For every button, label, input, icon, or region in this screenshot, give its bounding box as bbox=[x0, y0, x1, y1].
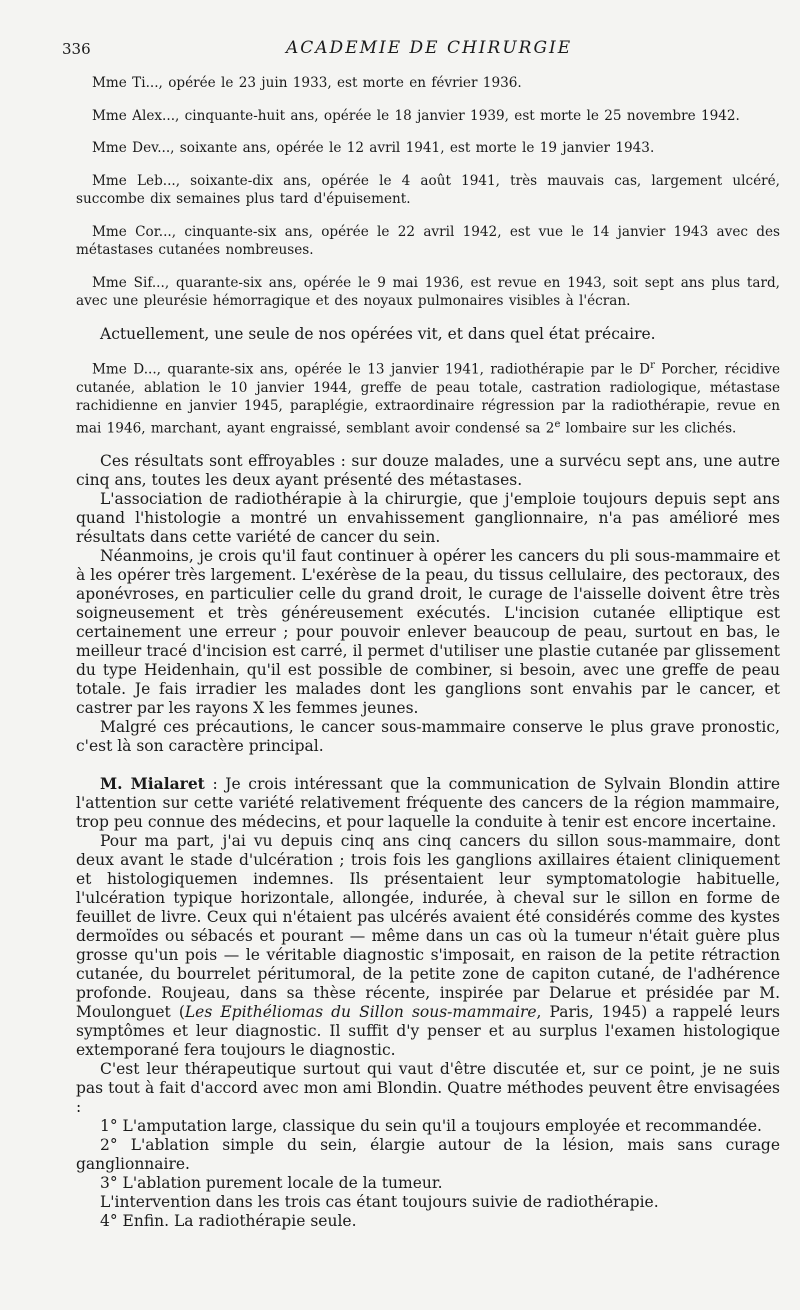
page-header bbox=[62, 38, 762, 60]
mialaret-paragraph: C'est leur thérapeutique surtout qui vaut d'être discutée et, sur ce point, je ne suis pas tout à fait d'accord avec mon ami Blondin. Quatre méthodes peuvent être envisagées : bbox=[76, 1059, 780, 1116]
case-entry: Mme Sif..., quarante-six ans, opérée le 9 mai 1936, est revue en 1943, soit sept ans plus tard, avec une pleurésie hémorragique et des noyaux pulmonaires visibles à l'écran. bbox=[76, 274, 780, 309]
survivor-case: Mme D..., quarante-six ans, opérée le 13 janvier 1941, radiothérapie par le $D^r$ Porcher, récidive cutanée, ablation le 10 janvier 1944, greffe de peau totale, castration radiologique, métastase rachidienne en janvier 1945, paraplégie, extraordinaire régression par la radiothérapie, revue en mai 1946, marchant, ayant engraissé, semblant avoir condensé sa 2e lombaire sur les clichés. bbox=[76, 359, 780, 437]
mialaret-opening: M. Mialaret : Je crois intéressant que la communication de Sylvain Blondin attire l'attention sur cette variété relativement fréquente des cancers de la région mammaire, trop peu connue des médecins, et pour laquelle la conduite à tenir est encore incertaine. bbox=[76, 773, 780, 831]
page-number: 336 bbox=[62, 40, 91, 58]
honorific: Mme bbox=[92, 172, 127, 189]
body-paragraph: Malgré ces précautions, le cancer sous-mammaire conserve le plus grave pronostic, c'est là son caractère principal. bbox=[76, 717, 780, 755]
page-body bbox=[76, 74, 780, 1231]
case-entry: Mme Alex..., cinquante-huit ans, opérée le 18 janvier 1939, est morte le 25 novembre 1942. bbox=[92, 107, 740, 124]
running-title: ACADEMIE DE CHIRURGIE bbox=[286, 38, 573, 58]
honorific: Mme bbox=[92, 223, 127, 240]
case-entry: Mme Dev..., soixante ans, opérée le 12 avril 1941, est morte le 19 janvier 1943. bbox=[92, 140, 655, 156]
method-note: L'intervention dans les trois cas étant toujours suivie de radiothérapie. bbox=[100, 1192, 659, 1211]
honorific: Mme bbox=[92, 274, 127, 291]
case-entry: Mme Leb..., soixante-dix ans, opérée le 4 août 1941, très mauvais cas, largement ulcéré, succombe dix semaines plus tard d'épuisement. bbox=[76, 172, 780, 207]
speaker-name: M. Mialaret bbox=[100, 773, 205, 793]
body-paragraph: Néanmoins, je crois qu'il faut continuer à opérer les cancers du pli sous-mammaire et à les opérer très largement. L'exérèse de la peau, du tissus cellulaire, des pectoraux, des aponévroses, en particulier celle du grand droit, le curage de l'aisselle doivent être très soigneusement et très généreusement exécutés. L'incision cutanée elliptique est certainement une erreur ; pour pouvoir enlever beaucoup de peau, surtout en bas, le meilleur tracé d'incision est carré, il permet d'utiliser une plastie cutanée par glissement du type Heidenhain, qu'il est possible de combiner, si besoin, avec une greffe de peau totale. Je fais irradier les malades dont les ganglions sont envahis par le cancer, et castrer par les rayons X les femmes jeunes. bbox=[76, 546, 780, 717]
honorific: Mme bbox=[92, 361, 127, 378]
method-item: 3° L'ablation purement locale de la tumeur. bbox=[100, 1173, 443, 1192]
method-item: 2° L'ablation simple du sein, élargie autour de la lésion, mais sans curage ganglionnaire. bbox=[76, 1135, 780, 1173]
method-item: 4° Enfin. La radiothérapie seule. bbox=[100, 1211, 357, 1230]
thesis-title: Les Epithéliomas du Sillon sous-mammaire bbox=[184, 1002, 537, 1021]
body-paragraph: Ces résultats sont effroyables : sur douze malades, une a survécu sept ans, une autre cinq ans, toutes les deux ayant présenté des métastases. bbox=[76, 451, 780, 489]
survivor-intro: Actuellement, une seule de nos opérées vit, et dans quel état précaire. bbox=[100, 324, 656, 343]
case-entry: Mme Cor..., cinquante-six ans, opérée le 22 avril 1942, est vue le 14 janvier 1943 avec des métastases cutanées nombreuses. bbox=[76, 223, 780, 258]
honorific: Mme bbox=[92, 140, 127, 156]
mialaret-paragraph: Pour ma part, j'ai vu depuis cinq ans cinq cancers du sillon sous-mammaire, dont deux avant le stade d'ulcération ; trois fois les ganglions axillaires étaient cliniquement et histologiquemen indemnes. Ils présentaient leur symptomatologie habituelle, l'ulcération typique horizontale, allongée, indurée, à cheval sur le sillon en forme de feuillet de livre. Ceux qui n'étaient pas ulcérés avaient été considérés comme des kystes dermoïdes ou sébacés et pourant — même dans un cas où la tumeur n'était guère plus grosse qu'un pois — le véritable diagnostic s'imposait, en raison de la petite rétraction cutanée, du bourrelet péritumoral, de la petite zone de capiton cutané, de l'adhérence profonde. Roujeau, dans sa thèse récente, inspirée par Delarue et présidée par M. Moulonguet (Les Epithéliomas du Sillon sous-mammaire, Paris, 1945) a rappelé leurs symptômes et leur diagnostic. Il suffit d'y penser et au surplus l'examen histologique extemporané fera toujours le diagnostic. bbox=[76, 831, 780, 1059]
body-paragraph: L'association de radiothérapie à la chirurgie, que j'emploie toujours depuis sept ans quand l'histologie a montré un envahissement ganglionnaire, n'a pas amélioré mes résultats dans cette variété de cancer du sein. bbox=[76, 489, 780, 546]
case-entry: Mme Ti..., opérée le 23 juin 1933, est morte en février 1936. bbox=[92, 75, 522, 91]
honorific: Mme bbox=[92, 107, 127, 124]
method-item: 1° L'amputation large, classique du sein qu'il a toujours employée et recommandée. bbox=[100, 1116, 762, 1135]
honorific: Mme bbox=[92, 75, 127, 91]
